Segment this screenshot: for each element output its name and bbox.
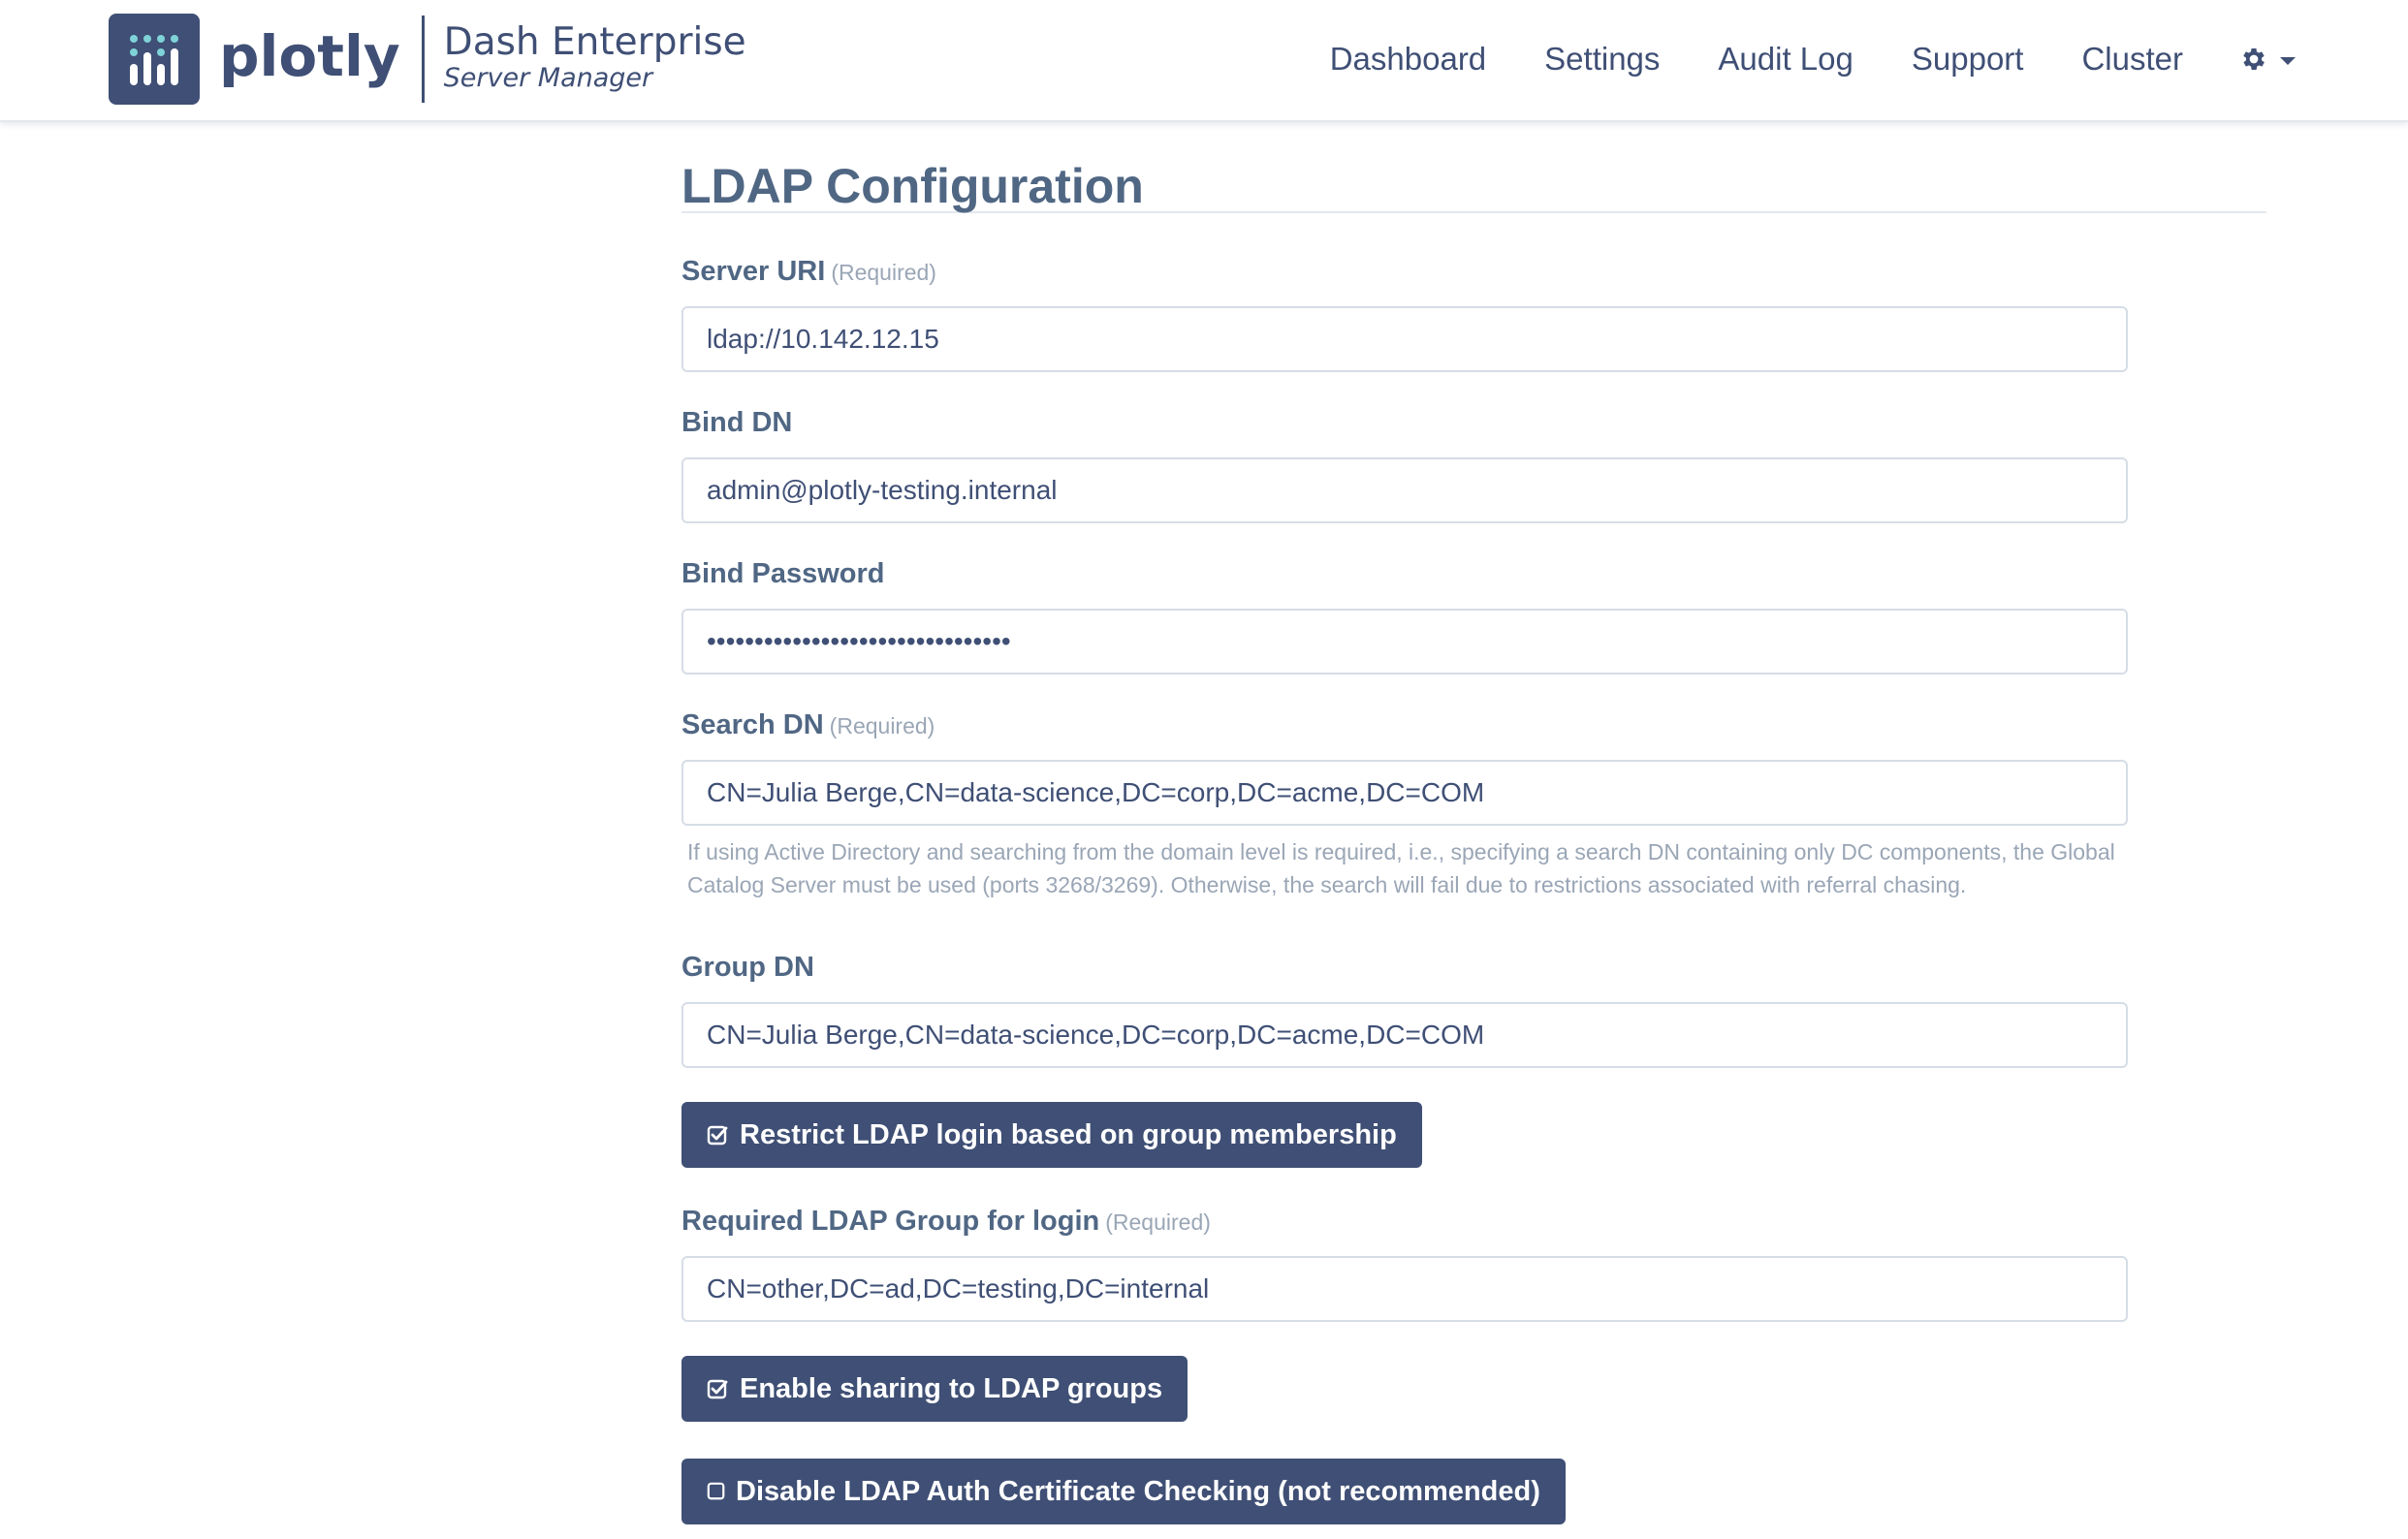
- search-dn-label: Search DN (Required): [681, 709, 935, 740]
- nav-settings[interactable]: Settings: [1544, 41, 1661, 77]
- server-uri-group: [681, 252, 2266, 372]
- required-tag: (Required): [831, 260, 936, 285]
- group-dn-input[interactable]: [681, 1002, 2128, 1068]
- required-group-group: [681, 1202, 2266, 1322]
- logo-wordmark: plotly: [219, 23, 400, 89]
- bind-password-label: Bind Password: [681, 558, 885, 589]
- enable-sharing-toggle[interactable]: [681, 1356, 1188, 1422]
- gear-icon: [2239, 45, 2268, 74]
- page-title: LDAP Configuration: [681, 159, 1144, 213]
- nav-links: [1330, 0, 2408, 118]
- bind-password-input[interactable]: [681, 609, 2128, 675]
- search-dn-input[interactable]: [681, 760, 2128, 826]
- disable-cert-check-toggle[interactable]: [681, 1459, 1566, 1524]
- required-tag: (Required): [1105, 1209, 1211, 1235]
- bind-dn-group: [681, 403, 2266, 523]
- brand-divider: [422, 16, 425, 103]
- required-tag: (Required): [829, 713, 935, 738]
- brand-link[interactable]: [109, 14, 746, 105]
- enable-sharing-label: Enable sharing to LDAP groups: [740, 1372, 1163, 1404]
- nav-support[interactable]: Support: [1911, 41, 2024, 77]
- top-navbar: [0, 0, 2408, 122]
- checkbox-checked-icon: [707, 1378, 728, 1399]
- group-dn-label: Group DN: [681, 952, 814, 983]
- bind-dn-input[interactable]: [681, 457, 2128, 523]
- checkbox-checked-icon: [707, 1124, 728, 1146]
- settings-dropdown-toggle[interactable]: [2239, 45, 2296, 74]
- product-name: Dash Enterprise: [443, 20, 746, 65]
- product-subtitle: Server Manager: [443, 63, 653, 94]
- required-group-input[interactable]: [681, 1256, 2128, 1322]
- server-uri-input[interactable]: [681, 306, 2128, 372]
- ldap-config-form: [681, 122, 2266, 1507]
- checkbox-unchecked-icon: [707, 1482, 726, 1501]
- server-uri-label: Server URI (Required): [681, 256, 936, 287]
- group-dn-group: [681, 948, 2266, 1068]
- chevron-down-icon: [2280, 57, 2296, 65]
- bind-dn-label: Bind DN: [681, 407, 793, 438]
- nav-dashboard[interactable]: Dashboard: [1329, 41, 1487, 77]
- search-dn-help: If using Active Directory and searching from the domain level is required, i.e., specifying a search DN containing only DC components, the Global Catalog Server must be used (ports 3268/3269). Otherwise, the search will fail due to restrictions associated with referral chasing.: [687, 839, 2115, 897]
- brand-text: [443, 20, 746, 94]
- restrict-login-toggle[interactable]: [681, 1102, 1422, 1168]
- search-dn-group: [681, 706, 2266, 901]
- bind-password-group: [681, 554, 2266, 675]
- nav-cluster[interactable]: Cluster: [2081, 41, 2183, 77]
- plotly-logo-icon: [109, 14, 200, 105]
- nav-audit-log[interactable]: Audit Log: [1718, 41, 1854, 77]
- required-group-label: Required LDAP Group for login (Required): [681, 1206, 1211, 1237]
- disable-cert-check-label: Disable LDAP Auth Certificate Checking (not recommended): [736, 1475, 1540, 1507]
- restrict-login-label: Restrict LDAP login based on group membership: [740, 1118, 1397, 1150]
